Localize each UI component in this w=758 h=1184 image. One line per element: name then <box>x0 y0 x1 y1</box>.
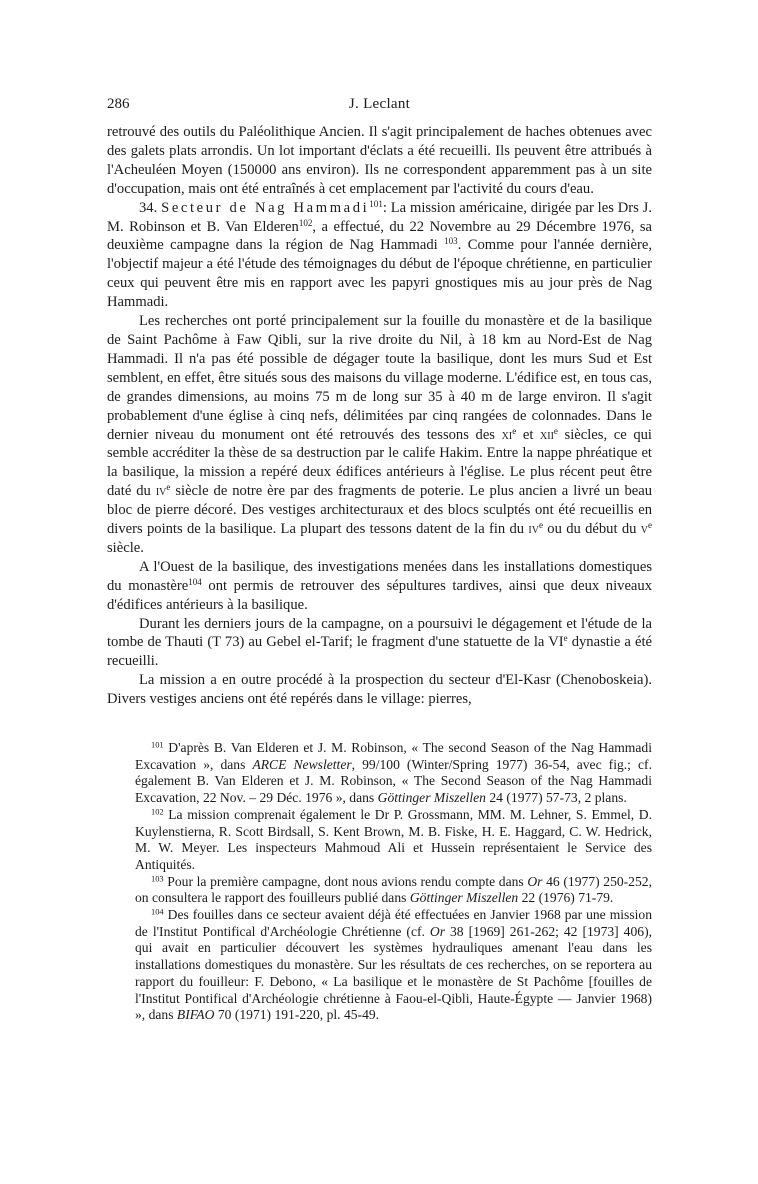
footnote-number: 103 <box>151 873 164 883</box>
footnotes <box>135 740 652 1024</box>
section-number: 34. <box>139 199 158 216</box>
page-header <box>107 96 652 118</box>
running-head: J. Leclant <box>348 96 411 112</box>
section-heading: Secteur de Nag Hammadi <box>161 199 370 216</box>
footnote-number: 102 <box>151 806 164 817</box>
footnote-ref-102[interactable]: 102 <box>298 217 313 228</box>
footnote-number: 104 <box>151 906 164 917</box>
footnote-104: $^{104}$ Des fouilles dans ce secteur avaient déjà été effectuées en Janvier 1968 par une mission de l'Institut Pontifical d'Archéologie Chrétienne (cf. Or 38 [1969] 261-262; 42 [1973] 406), qui avait en particulier découvert les systèmes hydrauliques amenant l'eau dans les installations domestiques du monastère. Sur les résultats de ces recherches, on se reportera au rapport du fouilleur: F. Debono, « La basilique et le monastère de St Pachôme [fouilles de l'Institut Pontifical d'Archéologie chrétienne à Faou-el-Qibli, Haute-Égypte — Janvier 1968) », dans BIFAO 70 (1971) 191-220, pl. 45-49. <box>135 906 652 1023</box>
paragraph-6: La mission a en outre procédé à la prospection du secteur d'El-Kasr (Chenoboskeia). Divers vestiges anciens ont été repérés dans le village: pierres, <box>107 672 652 708</box>
footnote-ref-101[interactable]: 101 <box>369 198 383 209</box>
paragraph-4: A l'Ouest de la basilique, des investigations menées dans les installations domestiques du monastère$^{104}$ ont permis de retrouver des sépultures tardives, ainsi que deux niveaux d'édifices antérieurs à la basilique. <box>107 558 652 613</box>
page-number: 286 <box>107 96 130 112</box>
main-text <box>107 123 652 709</box>
footnote-103: $^{103}$ Pour la première campagne, dont nous avions rendu compte dans Or 46 (1977) 250-252, on consultera le rapport des fouilleurs publié dans Göttinger Miszellen 22 (1976) 71-79. <box>135 873 652 906</box>
footnote-ref-103[interactable]: 103 <box>444 236 458 247</box>
footnote-101: $^{101}$ D'après B. Van Elderen et J. M. Robinson, « The second Season of the Nag Hammadi Excavation », dans ARCE Newsletter, 99/100 (Winter/Spring 1977) 36-54, avec fig.; cf. également B. Van Elderen et J. M. Robinson, « The Second Season of the Nag Hammadi Excavation, 22 Nov. – 29 Déc. 1976 », dans Göttinger Miszellen 24 (1977) 57-73, 2 plans. <box>135 739 652 806</box>
footnote-number: 101 <box>151 739 164 750</box>
footnote-ref-104[interactable]: 104 <box>188 576 202 587</box>
footnote-102: $^{102}$ La mission comprenait également le Dr P. Grossmann, MM. M. Lehner, S. Emmel, D. Kuylenstierna, R. Scott Birdsall, S. Kent Brown, M. B. Fiske, H. E. Haggard, C. W. Hedrick, M. W. Meyer. Les inspecteurs Mahmoud Ali et Hussein représentaient le Service des Antiquités. <box>135 806 652 872</box>
paragraph-3: Les recherches ont porté principalement sur la fouille du monastère et de la basilique de Saint Pachôme à Faw Qibli, sur la rive droite du Nil, à 18 km au Nord-Est de Nag Hammadi. Il n'a pas été possible de dégager toute la basilique, dont les murs Sud et Est semblent, en effet, être situés sous des maisons du village moderne. L'édifice est, en tous cas, de grandes dimensions, au moins 75 m de long sur 35 à 40 m de large environ. Il s'agit probablement d'une église à cinq nefs, délimitées par cinq rangées de colonnades. Dans le dernier niveau du monument ont été retrouvés des tessons des $xi^e$ et xii$^e$ siècles, ce qui semble accréditer la thèse de sa destruction par le calife Hakim. Entre la nappe phréatique et la basilique, la mission a repéré deux édifices antérieurs à l'église. Le plus récent peut être daté du $iv^e$ siècle de notre ère par des fragments de poterie. Le plus ancien a livré un beau bloc de pierre décoré. Des vestiges architecturaux et des blocs sculptés ont été recueillis en divers points de la basilique. La plupart des tessons datent de la fin du $iv^e$ ou du début du $v^e$ siècle. <box>107 313 652 556</box>
paragraph-1: retrouvé des outils du Paléolithique Ancien. Il s'agit principalement de haches obtenues avec des galets plats arrondis. Un lot important d'éclats a été recueilli. Ils peuvent être attribués à l'Acheuléen Moyen (150000 ans environ). Ils ne correspondent apparemment pas à un site d'occupation, mais ont été entraînés à cet emplacement par l'activité du cours d'eau. <box>107 124 652 197</box>
paragraph-2: 34. Secteur de Nag Hammadi$^{101}$: La mission américaine, dirigée par les Drs J. M. Robinson et B. Van Elderen$^{102}$, a effectué, du 22 Novembre au 29 Décembre 1976, sa deuxième campagne dans la région de Nag Hammadi $^{103}$. Comme pour l'année dernière, l'objectif majeur a été l'étude des témoignages du début de l'époque chrétienne, en particulier ceux qui peuvent être mis en rapport avec les papyri gnostiques mis au jour près de Nag Hammadi. <box>107 198 652 311</box>
paragraph-5: Durant les derniers jours de la campagne, on a poursuivi le dégagement et l'étude de la tombe de Thauti (T 73) au Gebel el-Tarif; le fragment d'une statuette de la VIe dynastie a été recueilli. <box>107 615 652 670</box>
